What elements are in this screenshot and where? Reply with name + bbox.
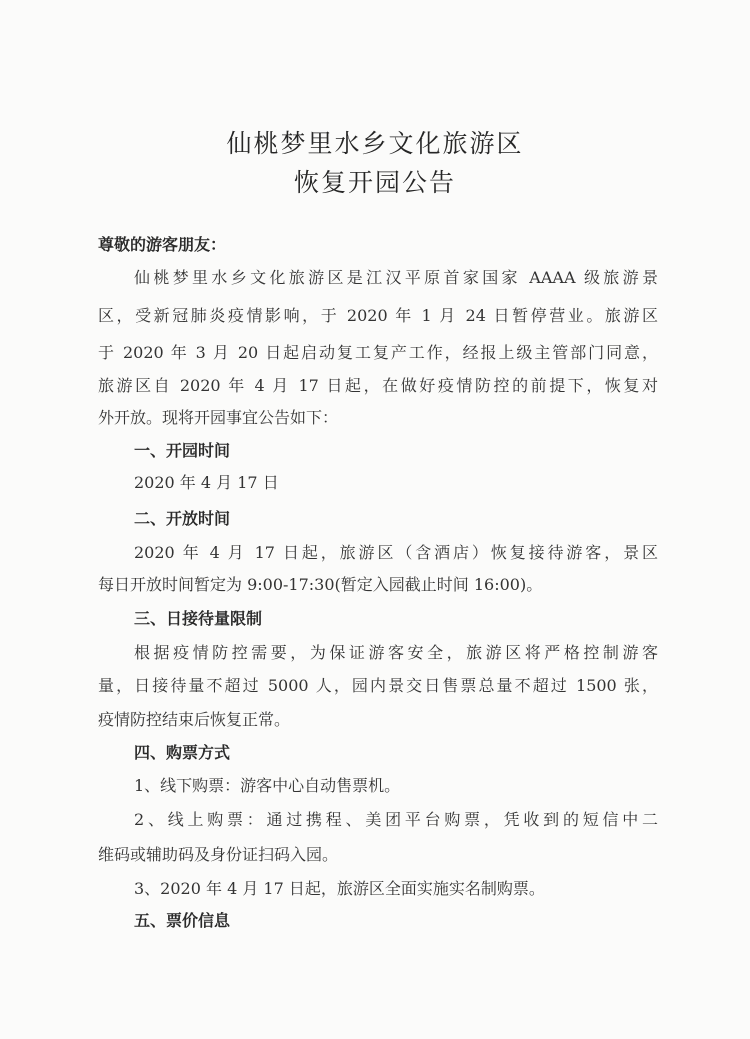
- section-text-line: 量，日接待量不超过 5000 人，园内景交日售票总量不超过 1500 张，: [98, 676, 658, 695]
- section-heading-opening-hours: 二、开放时间: [134, 509, 231, 528]
- section-heading-ticket-prices: 五、票价信息: [134, 911, 231, 930]
- notice-title-line1: 仙桃梦里水乡文化旅游区: [226, 129, 524, 158]
- intro-line-4: 旅游区自 2020 年 4 月 17 日起，在做好疫情防控的前提下，恢复对: [98, 376, 658, 395]
- section-text-line: 1、线下购票：游客中心自动售票机。: [134, 776, 401, 795]
- section-text-line: 2020 年 4 月 17 日起，旅游区（含酒店）恢复接待游客，景区: [134, 543, 658, 562]
- section-text-line: 疫情防控结束后恢复正常。: [98, 710, 291, 729]
- intro-line-1: 仙桃梦里水乡文化旅游区是江汉平原首家国家 AAAA 级旅游景: [134, 268, 658, 287]
- intro-line-2: 区，受新冠肺炎疫情影响，于 2020 年 1 月 24 日暂停营业。旅游区: [98, 306, 658, 325]
- intro-line-3: 于 2020 年 3 月 20 日起启动复工复产工作，经报上级主管部门同意，: [98, 343, 658, 362]
- section-text-line: 维码或辅助码及身份证扫码入园。: [98, 845, 339, 864]
- section-text-line: 根据疫情防控需要，为保证游客安全，旅游区将严格控制游客: [134, 643, 658, 662]
- section-text-line: 2020 年 4 月 17 日: [134, 473, 279, 492]
- section-text-line: 2、线上购票：通过携程、美团平台购票，凭收到的短信中二: [134, 810, 658, 829]
- section-heading-capacity-limit: 三、日接待量限制: [134, 609, 263, 628]
- section-text-line: 每日开放时间暂定为 9:00-17:30(暂定入园截止时间 16:00)。: [98, 575, 543, 594]
- section-heading-opening-date: 一、开园时间: [134, 441, 231, 460]
- salutation: 尊敬的游客朋友：: [98, 235, 227, 254]
- notice-title-line2: 恢复开园公告: [293, 168, 456, 197]
- section-heading-ticketing: 四、购票方式: [134, 743, 231, 762]
- section-text-line: 3、2020 年 4 月 17 日起，旅游区全面实施实名制购票。: [134, 879, 545, 898]
- intro-line-5: 外开放。现将开园事宜公告如下：: [98, 408, 339, 427]
